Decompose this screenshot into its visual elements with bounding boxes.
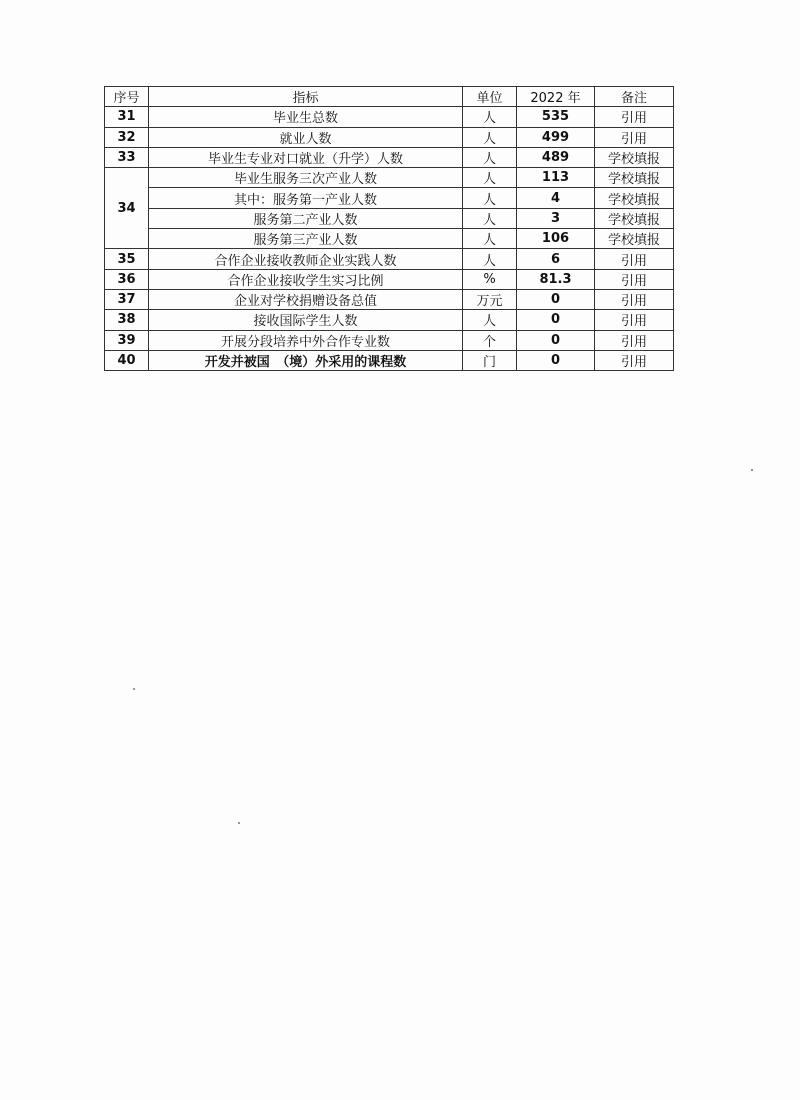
row-unit: 人 — [463, 127, 517, 147]
header-note: 备注 — [595, 87, 674, 107]
row-unit: 人 — [463, 208, 517, 228]
scan-speck — [238, 822, 240, 824]
row-value: 0 — [517, 310, 595, 330]
row-value: 81.3 — [517, 269, 595, 289]
row-unit: 万元 — [463, 289, 517, 309]
row-note: 引用 — [595, 289, 674, 309]
row-seq: 33 — [105, 147, 149, 167]
row-indicator: 开展分段培养中外合作专业数 — [149, 330, 463, 350]
table-row — [105, 350, 674, 370]
row-note: 学校填报 — [595, 188, 674, 208]
row-unit: 人 — [463, 310, 517, 330]
row-value: 0 — [517, 330, 595, 350]
statistics-table — [104, 86, 674, 371]
table-row — [105, 330, 674, 350]
row-unit: 人 — [463, 229, 517, 249]
row-indicator: 其中：服务第一产业人数 — [149, 188, 463, 208]
row-value: 6 — [517, 249, 595, 269]
row-note: 引用 — [595, 249, 674, 269]
row-indicator: 企业对学校捐赠设备总值 — [149, 289, 463, 309]
table-header-row — [105, 87, 674, 107]
row-value: 499 — [517, 127, 595, 147]
row-seq: 40 — [105, 350, 149, 370]
row-unit: 人 — [463, 147, 517, 167]
header-year: 2022 年 — [517, 87, 595, 107]
row-unit: % — [463, 269, 517, 289]
table-row — [105, 127, 674, 147]
row-note: 学校填报 — [595, 229, 674, 249]
row-note: 引用 — [595, 310, 674, 330]
row-indicator: 毕业生服务三次产业人数 — [149, 168, 463, 188]
table-row — [105, 107, 674, 127]
row-seq: 36 — [105, 269, 149, 289]
row-seq: 31 — [105, 107, 149, 127]
row-value: 0 — [517, 289, 595, 309]
row-indicator: 毕业生总数 — [149, 107, 463, 127]
row-indicator: 服务第二产业人数 — [149, 208, 463, 228]
row-value: 489 — [517, 147, 595, 167]
row-note: 学校填报 — [595, 208, 674, 228]
table-row — [105, 168, 674, 188]
row-value: 4 — [517, 188, 595, 208]
row-indicator: 服务第三产业人数 — [149, 229, 463, 249]
table-row — [105, 269, 674, 289]
row-unit: 个 — [463, 330, 517, 350]
row-indicator: 就业人数 — [149, 127, 463, 147]
row-indicator: 接收国际学生人数 — [149, 310, 463, 330]
row-indicator: 开发并被国 （境）外采用的课程数 — [149, 350, 463, 370]
row-note: 引用 — [595, 350, 674, 370]
row-indicator: 合作企业接收学生实习比例 — [149, 269, 463, 289]
table-row — [105, 147, 674, 167]
row-unit: 人 — [463, 107, 517, 127]
row-value: 3 — [517, 208, 595, 228]
row-seq: 32 — [105, 127, 149, 147]
table-row — [105, 188, 674, 208]
table-row — [105, 249, 674, 269]
row-value: 106 — [517, 229, 595, 249]
row-indicator: 合作企业接收教师企业实践人数 — [149, 249, 463, 269]
table-row — [105, 208, 674, 228]
row-seq: 34 — [105, 168, 149, 249]
row-note: 引用 — [595, 269, 674, 289]
row-note: 引用 — [595, 330, 674, 350]
row-note: 学校填报 — [595, 168, 674, 188]
row-seq: 39 — [105, 330, 149, 350]
row-seq: 38 — [105, 310, 149, 330]
scan-speck — [751, 469, 753, 471]
header-indicator: 指标 — [149, 87, 463, 107]
row-unit: 人 — [463, 168, 517, 188]
row-value: 0 — [517, 350, 595, 370]
row-unit: 人 — [463, 249, 517, 269]
header-unit: 单位 — [463, 87, 517, 107]
table-row — [105, 310, 674, 330]
row-note: 引用 — [595, 127, 674, 147]
row-seq: 35 — [105, 249, 149, 269]
row-unit: 人 — [463, 188, 517, 208]
table-row — [105, 229, 674, 249]
header-seq: 序号 — [105, 87, 149, 107]
row-value: 535 — [517, 107, 595, 127]
table-row — [105, 289, 674, 309]
scan-speck — [133, 688, 135, 690]
row-seq: 37 — [105, 289, 149, 309]
row-note: 引用 — [595, 107, 674, 127]
row-unit: 门 — [463, 350, 517, 370]
row-value: 113 — [517, 168, 595, 188]
row-indicator: 毕业生专业对口就业（升学）人数 — [149, 147, 463, 167]
row-note: 学校填报 — [595, 147, 674, 167]
